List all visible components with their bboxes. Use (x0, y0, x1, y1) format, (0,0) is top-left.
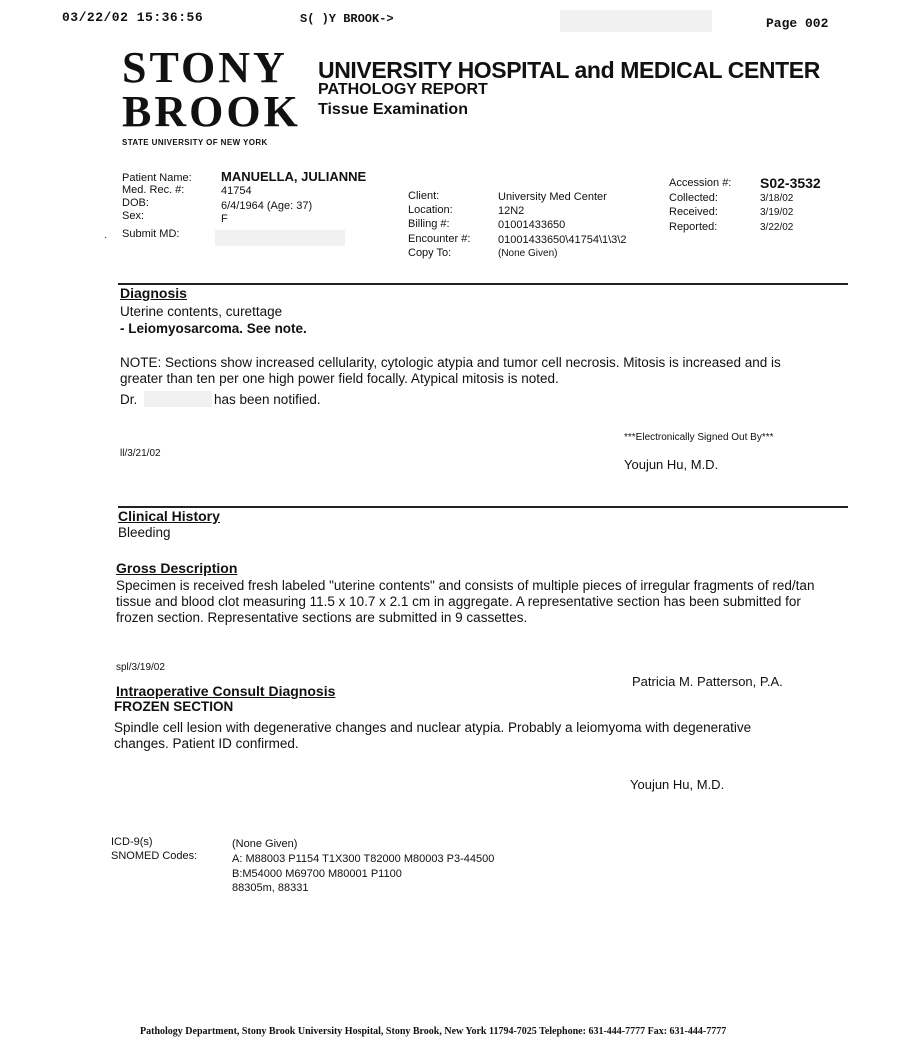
diagnosis-line-2: - Leiomyosarcoma. See note. (120, 321, 307, 336)
billing-value: 01001433650 (498, 219, 566, 231)
client-label: Client: (408, 190, 440, 202)
margin-mark: · (104, 232, 108, 243)
fax-timestamp: 03/22/02 15:36:56 (62, 10, 204, 25)
dob-value: 6/4/1964 (Age: 37) (221, 200, 313, 212)
gross-assistant: Patricia M. Patterson, P.A. (632, 674, 783, 689)
diagnosis-line-1: Uterine contents, curettage (120, 304, 283, 319)
collected-label: Collected: (669, 192, 718, 204)
copy-to-label: Copy To: (408, 247, 452, 259)
diagnosis-note: NOTE: Sections show increased cellularity, cytologic atypia and tumor cell necrosis. Mitosis is increased and is greater than ten per one high power field focally. Atypical mitosis is noted. (120, 355, 781, 386)
logo-brook: BROOK (122, 87, 301, 136)
received-label: Received: (669, 206, 718, 218)
report-title: PATHOLOGY REPORT (318, 81, 488, 98)
intraop-subheading: FROZEN SECTION (114, 699, 234, 714)
encounter-value: 01001433650\41754\1\3\2 (498, 234, 627, 246)
reported-label: Reported: (669, 221, 718, 233)
notified-prefix: Dr. (120, 392, 138, 407)
logo-stony: STONY (122, 43, 288, 92)
diagnosis-pathologist: Youjun Hu, M.D. (624, 457, 719, 472)
intraop-text: Spindle cell lesion with degenerative changes and nuclear atypia. Probably a leiomyoma with degenerative changes. Patient ID confirmed. (114, 720, 752, 751)
logo-subtitle: STATE UNIVERSITY OF NEW YORK (122, 138, 268, 147)
client-value: University Med Center (498, 191, 607, 203)
mrn-label: Med. Rec. #: (122, 184, 185, 196)
clinical-history-text: Bleeding (118, 525, 171, 540)
footer-address: Pathology Department, Stony Brook University Hospital, Stony Brook, New York 11794-7025 Telephone: 631-444-7777 Fax: 631-444-7777 (140, 1026, 727, 1037)
hospital-title: UNIVERSITY HOSPITAL and MEDICAL CENTER (318, 57, 820, 83)
accession-label: Accession #: (669, 177, 732, 189)
sex-value: F (221, 213, 228, 225)
redaction-fax-header (560, 10, 712, 32)
sex-label: Sex: (122, 210, 145, 222)
mrn-value: 41754 (221, 185, 252, 197)
snomed-label: SNOMED Codes: (111, 850, 198, 862)
billing-label: Billing #: (408, 218, 450, 230)
snomed-a: A: M88003 P1154 T1X300 T82000 M80003 P3-44500 (232, 853, 495, 865)
redaction-submit-md (215, 230, 345, 246)
diagnosis-heading: Diagnosis (120, 285, 187, 301)
icd-value: (None Given) (232, 838, 298, 850)
reported-value: 3/22/02 (760, 222, 794, 233)
intraop-pathologist: Youjun Hu, M.D. (630, 777, 725, 792)
location-label: Location: (408, 204, 453, 216)
intraop-heading: Intraoperative Consult Diagnosis (116, 683, 336, 699)
submit-md-label: Submit MD: (122, 228, 180, 240)
icd-label: ICD-9(s) (111, 836, 153, 848)
divider-top (118, 283, 848, 285)
gross-date-code: spl/3/19/02 (116, 662, 165, 673)
received-value: 3/19/02 (760, 207, 794, 218)
divider-middle (118, 506, 848, 508)
snomed-b: B:M54000 M69700 M80001 P1100 (232, 868, 402, 880)
signed-out-note: ***Electronically Signed Out By*** (624, 432, 774, 443)
gross-text: Specimen is received fresh labeled "uterine contents" and consists of multiple pieces of irregular fragments of red/tan tissue and blood clot measuring 11.5 x 10.7 x 2.1 cm in aggregate. A representative section has been submitted for frozen section. Representative sections are submitted in 9 cassettes. (116, 578, 815, 625)
copy-to-value: (None Given) (498, 248, 558, 259)
dob-label: DOB: (122, 197, 149, 209)
report-subtitle: Tissue Examination (318, 101, 468, 118)
redaction-physician (144, 391, 212, 407)
fax-page-number: Page 002 (766, 16, 829, 31)
patient-name: MANUELLA, JULIANNE (221, 169, 367, 184)
clinical-history-heading: Clinical History (118, 508, 220, 524)
diagnosis-date-code: ll/3/21/02 (120, 448, 161, 459)
notified-suffix: has been notified. (214, 392, 321, 407)
location-value: 12N2 (498, 205, 525, 217)
collected-value: 3/18/02 (760, 193, 794, 204)
cpt-codes: 88305m, 88331 (232, 882, 309, 894)
accession-value: S02-3532 (760, 175, 821, 191)
fax-sender: S( )Y BROOK-> (300, 12, 394, 26)
encounter-label: Encounter #: (408, 233, 471, 245)
gross-heading: Gross Description (116, 560, 238, 576)
patient-name-label: Patient Name: (122, 172, 192, 184)
